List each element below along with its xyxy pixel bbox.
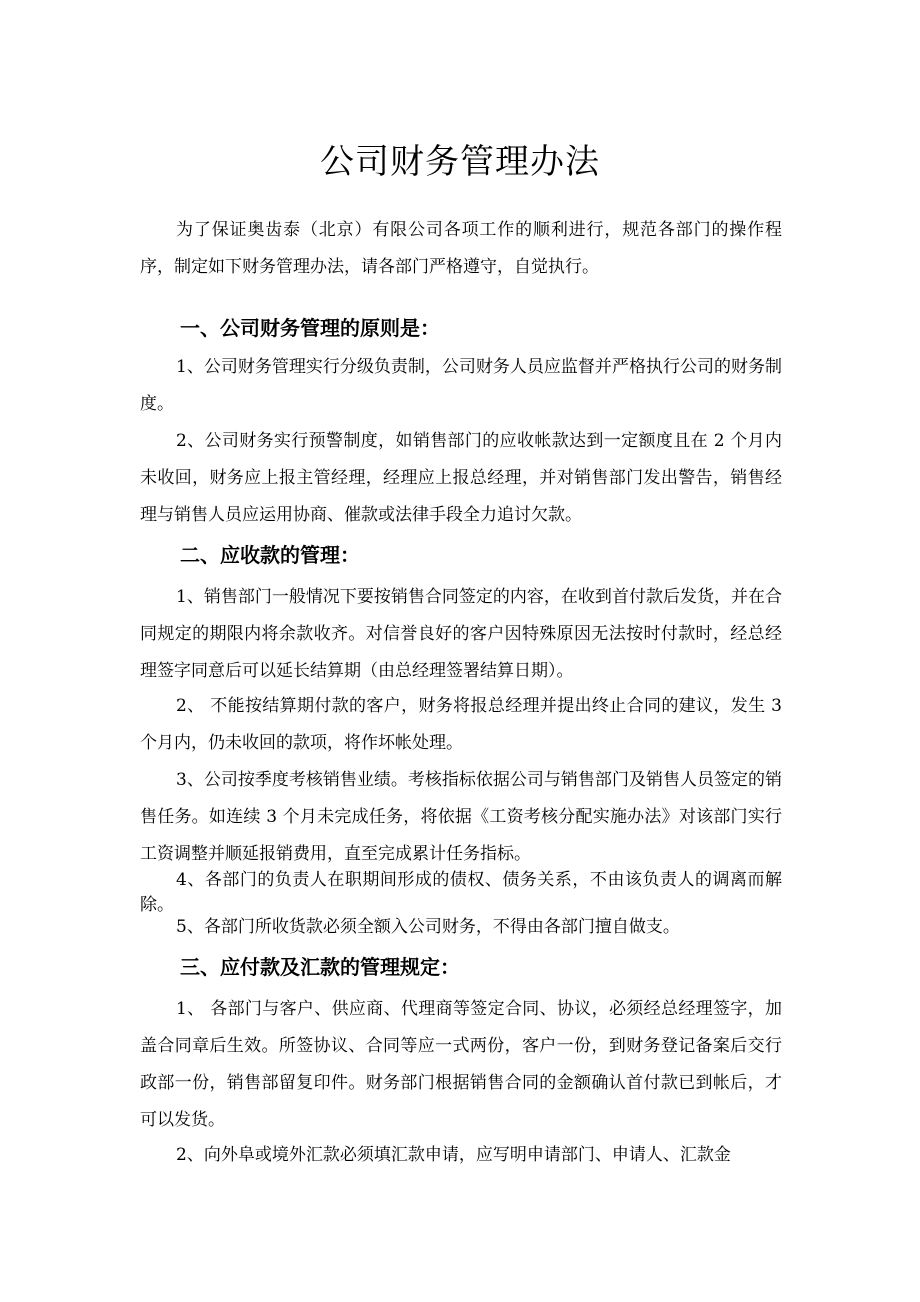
receivables-item-1: 1、销售部门一般情况下要按销售合同签定的内容，在收到首付款后发货，并在合同规定的期限内将余款收齐。对信誉良好的客户因特殊原因无法按时付款时，经总经理签字同意后可以延长结算期（由总经理签署结算日期）。 xyxy=(140,587,782,681)
section-heading-principles: 一、公司财务管理的原则是： xyxy=(180,316,440,340)
receivables-item-5: 5、各部门所收货款必须全额入公司财务，不得由各部门擅自做支。 xyxy=(176,917,680,937)
receivables-item-3: 3、公司按季度考核销售业绩。考核指标依据公司与销售部门及销售人员签定的销售任务。如连续 3 个月未完成任务，将依据《工资考核分配实施办法》对该部门实行工资调整并顺延报销费用，直至完成累计任务指标。 xyxy=(140,770,782,864)
principles-item-1: 1、公司财务管理实行分级负责制，公司财务人员应监督并严格执行公司的财务制度。 xyxy=(140,357,782,414)
payables-item-1: 1、 各部门与客户、供应商、代理商等签定合同、协议，必须经总经理签字，加盖合同章后生效。所签协议、合同等应一式两份，客户一份，到财务登记备案后交行政部一份，销售部留复印件。财务部门根据销售合同的金额确认首付款已到帐后，才可以发货。 xyxy=(140,999,782,1130)
document-title: 公司财务管理办法 xyxy=(320,142,600,182)
section-heading-payables: 三、应付款及汇款的管理规定： xyxy=(180,955,460,979)
intro-paragraph: 为了保证奥齿泰（北京）有限公司各项工作的顺利进行，规范各部门的操作程序，制定如下财务管理办法，请各部门严格遵守，自觉执行。 xyxy=(140,220,782,277)
section-heading-receivables: 二、应收款的管理： xyxy=(180,543,360,567)
payables-item-2: 2、向外阜或境外汇款必须填汇款申请，应写明申请部门、申请人、汇款金 xyxy=(176,1145,731,1165)
receivables-item-4: 4、各部门的负责人在职期间形成的债权、债务关系，不由该负责人的调离而解除。 xyxy=(140,870,782,915)
principles-item-2: 2、公司财务实行预警制度，如销售部门的应收帐款达到一定额度且在 2 个月内未收回，财务应上报主管经理，经理应上报总经理，并对销售部门发出警告，销售经理与销售人员应运用协商、催款或法律手段全力追讨欠款。 xyxy=(140,431,782,525)
receivables-item-2: 2、 不能按结算期付款的客户，财务将报总经理并提出终止合同的建议，发生 3 个月内，仍未收回的款项，将作坏帐处理。 xyxy=(140,696,782,753)
